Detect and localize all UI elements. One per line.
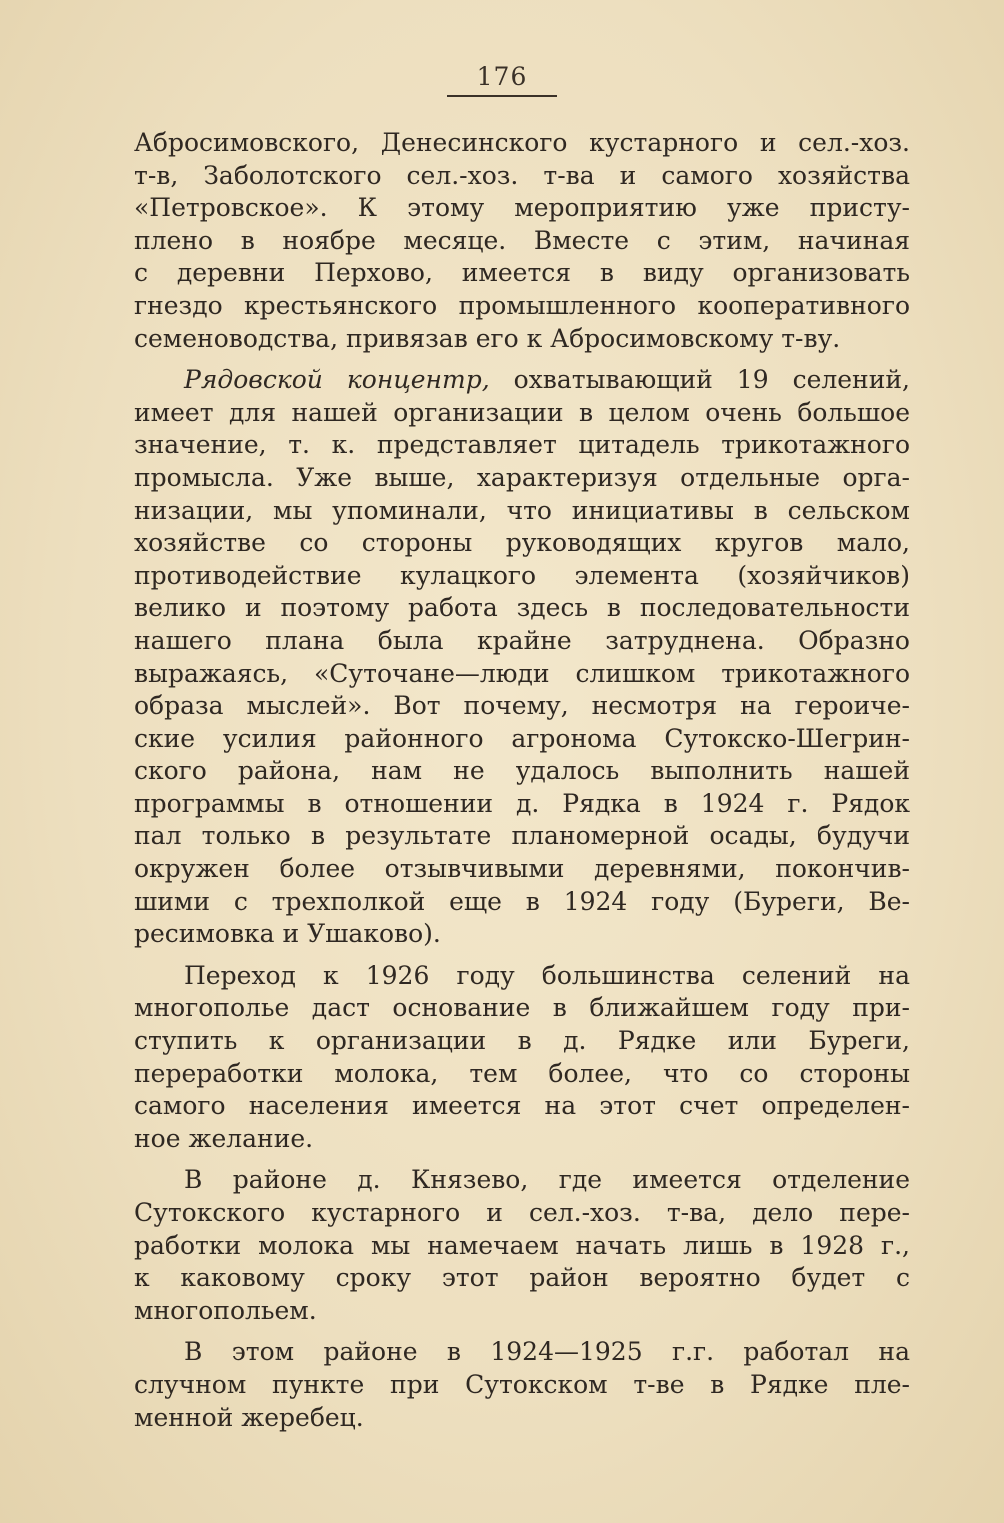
line-text: гнездо крестьянского промышленного кооперативного [134,290,910,320]
paragraph [134,364,910,951]
text-line [134,1295,910,1328]
text-line [134,1402,910,1435]
text-line [134,992,910,1025]
paragraph [134,1336,910,1434]
line-text: образа мыслей». Вот почему, несмотря на героиче- [134,691,910,721]
text-line [134,723,910,756]
line-text: семеноводства, привязав его к Абросимовскому т-ву. [134,323,841,353]
line-text: переработки молока, тем более, что со стороны [134,1058,910,1088]
line-text: низации, мы упоминали, что инициативы в сельском [134,495,910,525]
line-text: т-в, Заболотского сел.-хоз. т-ва и самого хозяйства [134,160,910,190]
text-line [134,1164,910,1197]
text-line [134,429,910,462]
text-line [134,788,910,821]
paragraph [134,1164,910,1327]
text-line [134,192,910,225]
line-text: ского района, нам не удалось выполнить нашей [134,756,910,786]
text-line [134,1369,910,1402]
text-line [134,592,910,625]
text-line [134,290,910,323]
line-text: самого населения имеется на этот счет определен- [134,1091,910,1121]
text-line [134,323,910,356]
line-text: ступить к организации в д. Рядке или Буреги, [134,1026,910,1056]
text-line [134,225,910,258]
text-line [134,1197,910,1230]
line-text: хозяйстве со стороны руководящих кругов мало, [134,528,910,558]
line-text: ное желание. [134,1123,314,1153]
line-text: выражаясь, «Суточане—люди слишком трикотажного [134,658,910,688]
line-text: охватывающий 19 селений, [489,365,910,395]
line-text: к каковому сроку этот район вероятно будет с [134,1263,910,1293]
text-line [134,1090,910,1123]
text-line [134,560,910,593]
page-number: 176 [447,62,558,97]
line-text: программы в отношении д. Рядка в 1924 г. Рядок [134,788,910,818]
line-text: Абросимовского, Денесинского кустарного и сел.-хоз. [134,128,910,157]
text-line [134,1262,910,1295]
page-body [134,127,910,1443]
text-line [134,658,910,691]
text-line [134,1230,910,1263]
text-line [134,918,910,951]
line-text: В районе д. Князево, где имеется отделение [184,1165,910,1195]
line-text: случном пункте при Сутокском т-ве в Рядке пле- [134,1369,910,1399]
line-text: В этом районе в 1924—1925 г.г. работал на [184,1337,910,1367]
line-text: нашего плана была крайне затруднена. Образно [134,625,910,655]
line-text: велико и поэтому работа здесь в последовательности [134,593,910,623]
text-line [134,495,910,528]
text-line [134,160,910,193]
text-line [134,853,910,886]
line-text: шими с трехполкой еще в 1924 году (Буреги, Ве- [134,886,910,916]
text-line [134,397,910,430]
text-line [134,1058,910,1091]
text-line [134,1025,910,1058]
italic-term: Рядовской концентр, [184,365,490,395]
line-text: пал только в результате планомерной осады, будучи [134,821,910,851]
text-line [134,127,910,160]
text-line [134,1336,910,1369]
line-text: работки молока мы намечаем начать лишь в 1928 г., [134,1230,910,1260]
line-text: Переход к 1926 году большинства селений на [184,960,910,990]
text-line [134,820,910,853]
text-line [134,1123,910,1156]
text-line [134,690,910,723]
paragraph [134,960,910,1156]
line-text: многопольем. [134,1295,317,1325]
text-line [134,625,910,658]
text-line [134,886,910,919]
text-line [134,755,910,788]
line-text: многополье даст основание в ближайшем году при- [134,993,910,1023]
line-text: плено в ноябре месяце. Вместе с этим, начиная [134,225,910,255]
text-line [134,527,910,560]
line-text: ские усилия районного агронома Сутокско-Шегрин- [134,723,910,753]
text-line [134,462,910,495]
line-text: имеет для нашей организации в целом очень большое [134,397,910,427]
line-text: промысла. Уже выше, характеризуя отдельные орга- [134,462,910,492]
line-text: окружен более отзывчивыми деревнями, покончив- [134,854,910,884]
line-text: ресимовка и Ушаково). [134,919,441,949]
line-text: с деревни Перхово, имеется в виду организовать [134,258,910,288]
line-text: Сутокского кустарного и сел.-хоз. т-ва, дело пере- [134,1198,910,1227]
text-line [134,960,910,993]
page-header [0,62,1004,97]
text-line [134,364,910,397]
text-line [134,257,910,290]
line-text: противодействие кулацкого элемента (хозяйчиков) [134,560,910,590]
line-text: менной жеребец. [134,1402,364,1432]
paragraph [134,127,910,355]
line-text: значение, т. к. представляет цитадель трикотажного [134,430,910,460]
line-text: «Петровское». К этому мероприятию уже присту- [134,193,910,223]
